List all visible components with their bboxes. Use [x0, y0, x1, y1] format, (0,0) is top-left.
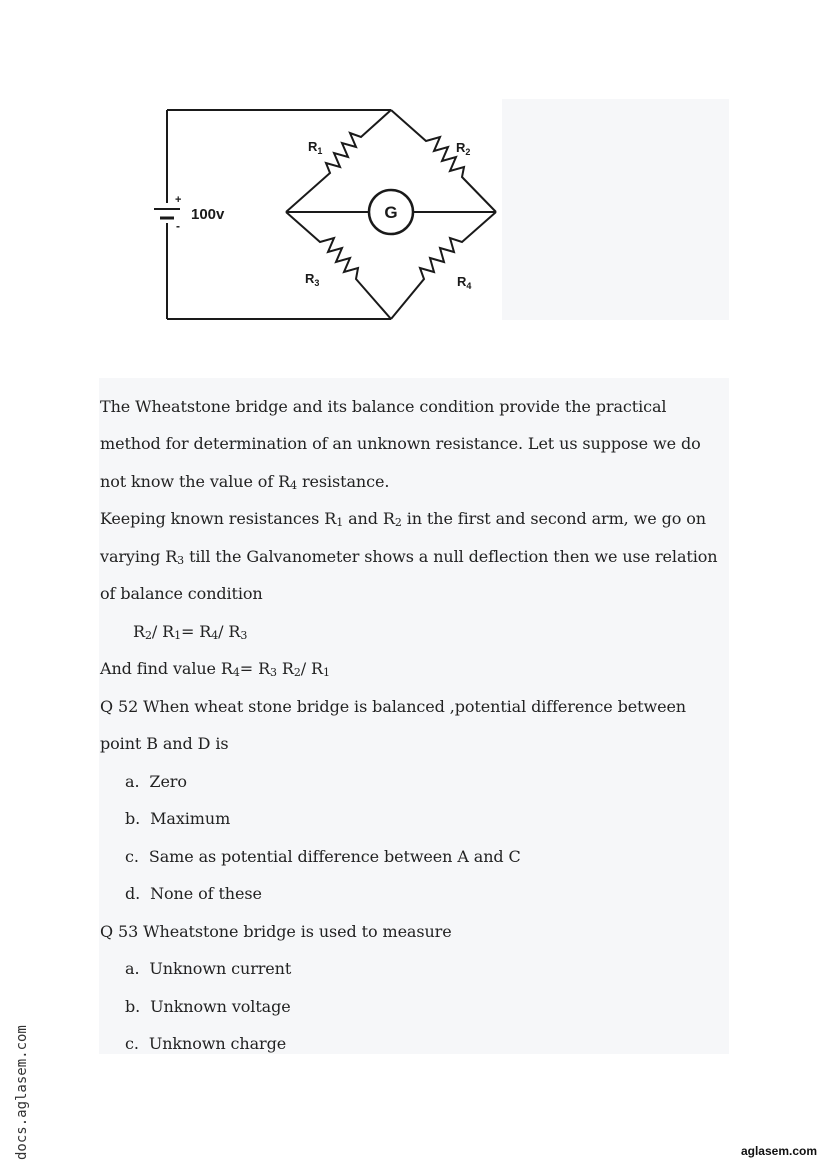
battery-minus: - [176, 219, 180, 233]
q53-option-a: a. Unknown current [125, 959, 292, 978]
q52-option-a: a. Zero [125, 772, 187, 791]
paragraph-2-line-2: varying R3 till the Galvanometer shows a null deflection then we use relation [100, 547, 718, 567]
balance-equation: R2/ R1= R4/ R3 [133, 622, 248, 642]
question-52-line-1: Q 52 When wheat stone bridge is balanced ,potential difference between [100, 697, 687, 716]
q52-option-b: b. Maximum [125, 809, 231, 828]
brand-footer: aglasem.com [740, 1144, 817, 1158]
paragraph-1-line-2: method for determination of an unknown resistance. Let us suppose we do [100, 434, 701, 453]
voltage-label: 100v [191, 206, 225, 223]
paragraph-2-line-3: of balance condition [100, 584, 263, 603]
question-52-line-2: point B and D is [100, 734, 229, 753]
paragraph-1-line-1: The Wheatstone bridge and its balance condition provide the practical [100, 397, 667, 416]
question-53: Q 53 Wheatstone bridge is used to measure [100, 922, 452, 941]
paragraph-1-line-3: not know the value of R4 resistance. [100, 472, 390, 492]
label-r3: $R_3$ [305, 271, 320, 288]
wheatstone-bridge-diagram [150, 99, 502, 320]
q53-option-c: c. Unknown charge [125, 1034, 287, 1053]
paragraph-2-line-1: Keeping known resistances R1 and R2 in the first and second arm, we go on [100, 509, 706, 529]
label-r2: $R_2$ [456, 140, 471, 157]
label-r1: $R_1$ [308, 139, 323, 156]
battery-plus: + [175, 194, 182, 206]
vertical-watermark: docs.aglasem.com [14, 1025, 30, 1160]
unknown-resistance-equation: And find value R4= R3 R2/ R1 [100, 659, 330, 679]
galvanometer-label: G [384, 203, 398, 222]
q53-option-b: b. Unknown voltage [125, 997, 291, 1016]
label-r4: $R_4$ [457, 274, 472, 291]
q52-option-d: d. None of these [125, 884, 262, 903]
q52-option-c: c. Same as potential difference between A and C [125, 847, 521, 866]
